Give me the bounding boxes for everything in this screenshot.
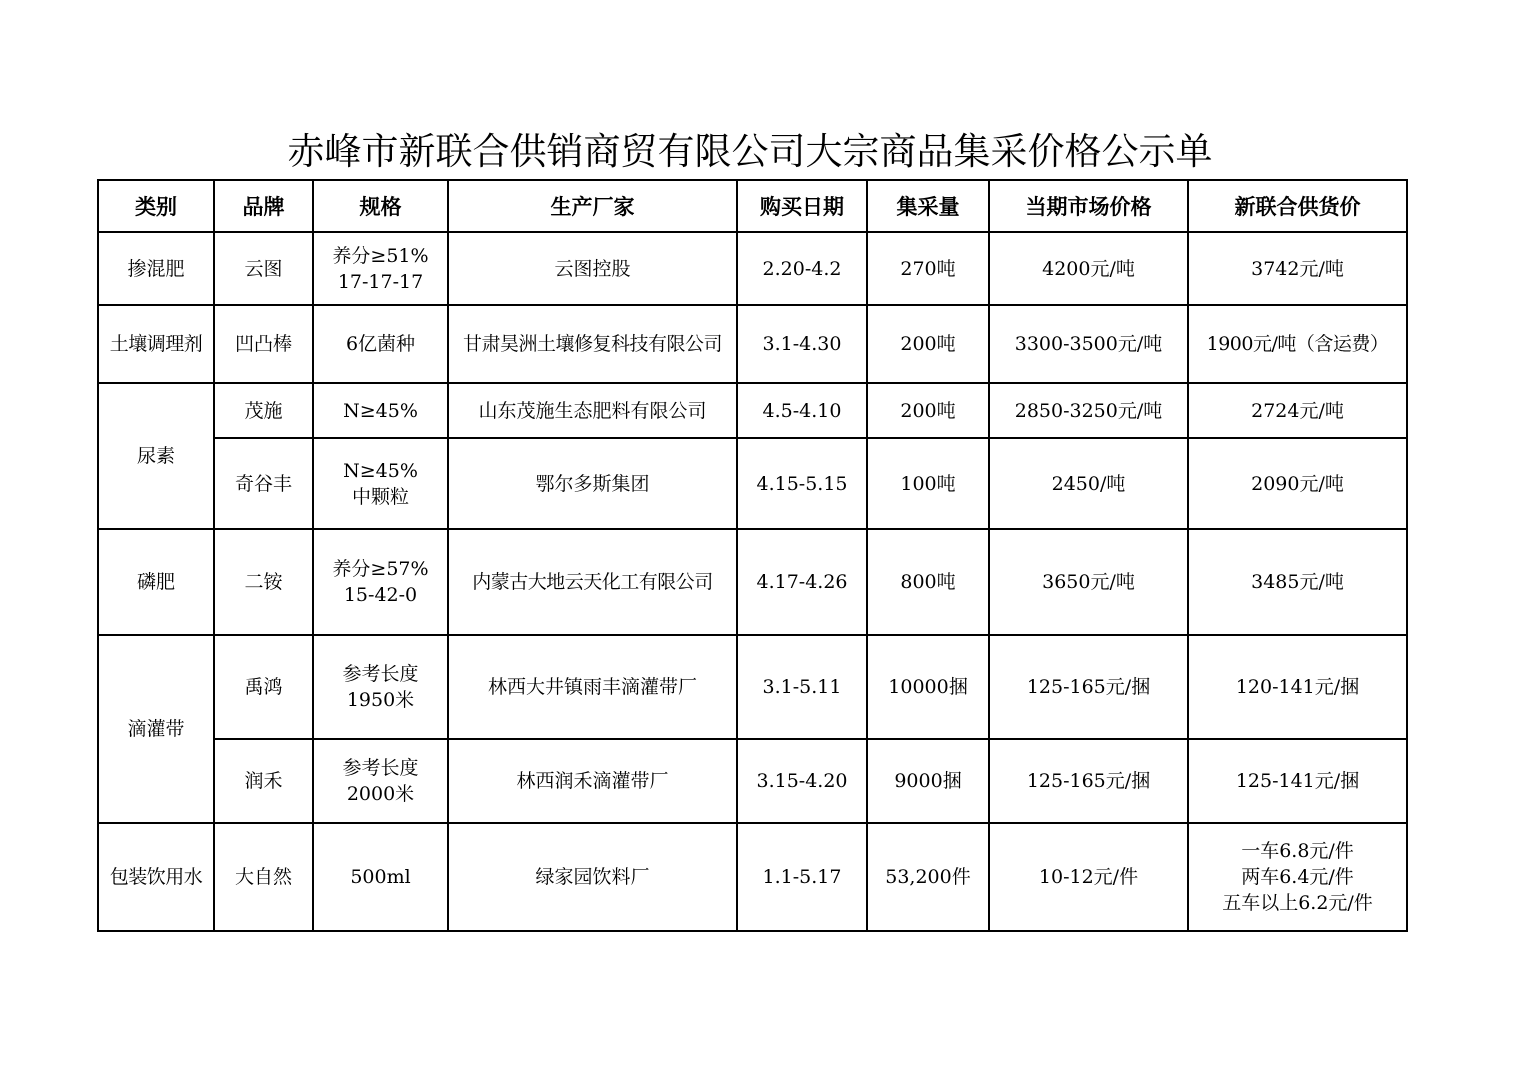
cell-market-price: 4200元/吨 [989, 232, 1188, 305]
cell-market-price: 125-165元/捆 [989, 635, 1188, 739]
supply-line: 两车6.4元/件 [1241, 866, 1354, 888]
cell-supply-price [1188, 232, 1407, 305]
supply-line: 一车6.8元/件 [1241, 840, 1354, 862]
cell-qty: 200吨 [867, 383, 989, 438]
cell-date: 3.1-4.30 [737, 305, 867, 383]
page-title: 赤峰市新联合供销商贸有限公司大宗商品集采价格公示单 [287, 130, 1213, 173]
spec-line: 15-42-0 [343, 584, 418, 606]
cell-qty: 270吨 [867, 232, 989, 305]
table-row [98, 635, 1407, 739]
spec-line: N≥45% [343, 459, 418, 482]
spec-line: 养分≥51% [332, 244, 429, 267]
cell-market-price: 3650元/吨 [989, 529, 1188, 635]
cell-qty: 200吨 [867, 305, 989, 383]
header-qty: 集采量 [867, 180, 989, 232]
header-spec: 规格 [313, 180, 448, 232]
cell-maker: 绿家园饮料厂 [448, 823, 737, 931]
supply-line: 3485元/吨 [1251, 571, 1344, 593]
cell-maker: 山东茂施生态肥料有限公司 [448, 383, 737, 438]
cell-date: 1.1-5.17 [737, 823, 867, 931]
supply-line: 1900元/吨（含运费） [1206, 333, 1389, 355]
cell-spec [313, 305, 448, 383]
cell-brand: 润禾 [214, 739, 313, 823]
supply-line: 120-141元/捆 [1235, 676, 1360, 698]
table-row [98, 823, 1407, 931]
cell-date: 3.1-5.11 [737, 635, 867, 739]
cell-maker: 甘肃昊洲土壤修复科技有限公司 [448, 305, 737, 383]
price-table [97, 179, 1408, 932]
header-market-price: 当期市场价格 [989, 180, 1188, 232]
header-row [98, 180, 1407, 232]
cell-spec [313, 383, 448, 438]
cell-maker: 云图控股 [448, 232, 737, 305]
cell-maker: 林西大井镇雨丰滴灌带厂 [448, 635, 737, 739]
table-row [98, 232, 1407, 305]
table-row [98, 305, 1407, 383]
cell-spec [313, 739, 448, 823]
cell-brand: 禹鸿 [214, 635, 313, 739]
spec-line: 17-17-17 [337, 270, 424, 293]
cell-category: 磷肥 [98, 529, 214, 635]
cell-supply-price [1188, 635, 1407, 739]
cell-supply-price [1188, 739, 1407, 823]
cell-market-price: 10-12元/件 [989, 823, 1188, 931]
header-supply-price: 新联合供货价 [1188, 180, 1407, 232]
supply-line: 五车以上6.2元/件 [1222, 892, 1373, 914]
cell-maker: 内蒙古大地云天化工有限公司 [448, 529, 737, 635]
cell-category: 尿素 [98, 383, 214, 529]
cell-spec [313, 529, 448, 635]
cell-market-price: 2450/吨 [989, 438, 1188, 529]
spec-line: 500ml [350, 866, 411, 888]
cell-qty: 100吨 [867, 438, 989, 529]
supply-line: 2090元/吨 [1251, 472, 1344, 495]
cell-supply-price [1188, 438, 1407, 529]
spec-line: 中颗粒 [351, 485, 409, 508]
cell-brand: 二铵 [214, 529, 313, 635]
spec-line: 6亿菌种 [345, 333, 416, 355]
cell-spec [313, 823, 448, 931]
cell-supply-price [1188, 529, 1407, 635]
cell-spec [313, 438, 448, 529]
header-category: 类别 [98, 180, 214, 232]
cell-category: 滴灌带 [98, 635, 214, 823]
cell-supply-price [1188, 305, 1407, 383]
cell-date: 4.5-4.10 [737, 383, 867, 438]
cell-supply-price [1188, 383, 1407, 438]
spec-line: 养分≥57% [332, 558, 429, 580]
cell-spec [313, 635, 448, 739]
table-row [98, 739, 1407, 823]
supply-line: 125-141元/捆 [1235, 770, 1360, 792]
cell-maker: 鄂尔多斯集团 [448, 438, 737, 529]
table-row [98, 529, 1407, 635]
cell-brand: 奇谷丰 [214, 438, 313, 529]
cell-supply-price [1188, 823, 1407, 931]
cell-maker: 林西润禾滴灌带厂 [448, 739, 737, 823]
spec-line: 参考长度 [342, 757, 419, 779]
cell-market-price: 2850-3250元/吨 [989, 383, 1188, 438]
cell-category: 土壤调理剂 [98, 305, 214, 383]
cell-date: 3.15-4.20 [737, 739, 867, 823]
spec-line: 1950米 [346, 689, 415, 711]
cell-date: 4.15-5.15 [737, 438, 867, 529]
supply-line: 2724元/吨 [1251, 399, 1344, 422]
cell-brand: 凹凸棒 [214, 305, 313, 383]
header-maker: 生产厂家 [448, 180, 737, 232]
spec-line: N≥45% [343, 399, 418, 422]
cell-category: 掺混肥 [98, 232, 214, 305]
header-brand: 品牌 [214, 180, 313, 232]
cell-date: 2.20-4.2 [737, 232, 867, 305]
cell-brand: 大自然 [214, 823, 313, 931]
cell-category: 包装饮用水 [98, 823, 214, 931]
table-row [98, 438, 1407, 529]
spec-line: 参考长度 [342, 663, 419, 685]
spec-line: 2000米 [346, 783, 415, 805]
cell-qty: 53,200件 [867, 823, 989, 931]
cell-qty: 10000捆 [867, 635, 989, 739]
cell-market-price: 125-165元/捆 [989, 739, 1188, 823]
cell-brand: 茂施 [214, 383, 313, 438]
cell-brand: 云图 [214, 232, 313, 305]
cell-qty: 9000捆 [867, 739, 989, 823]
cell-qty: 800吨 [867, 529, 989, 635]
cell-date: 4.17-4.26 [737, 529, 867, 635]
supply-line: 3742元/吨 [1251, 257, 1344, 280]
table-row [98, 383, 1407, 438]
header-date: 购买日期 [737, 180, 867, 232]
cell-market-price: 3300-3500元/吨 [989, 305, 1188, 383]
cell-spec [313, 232, 448, 305]
